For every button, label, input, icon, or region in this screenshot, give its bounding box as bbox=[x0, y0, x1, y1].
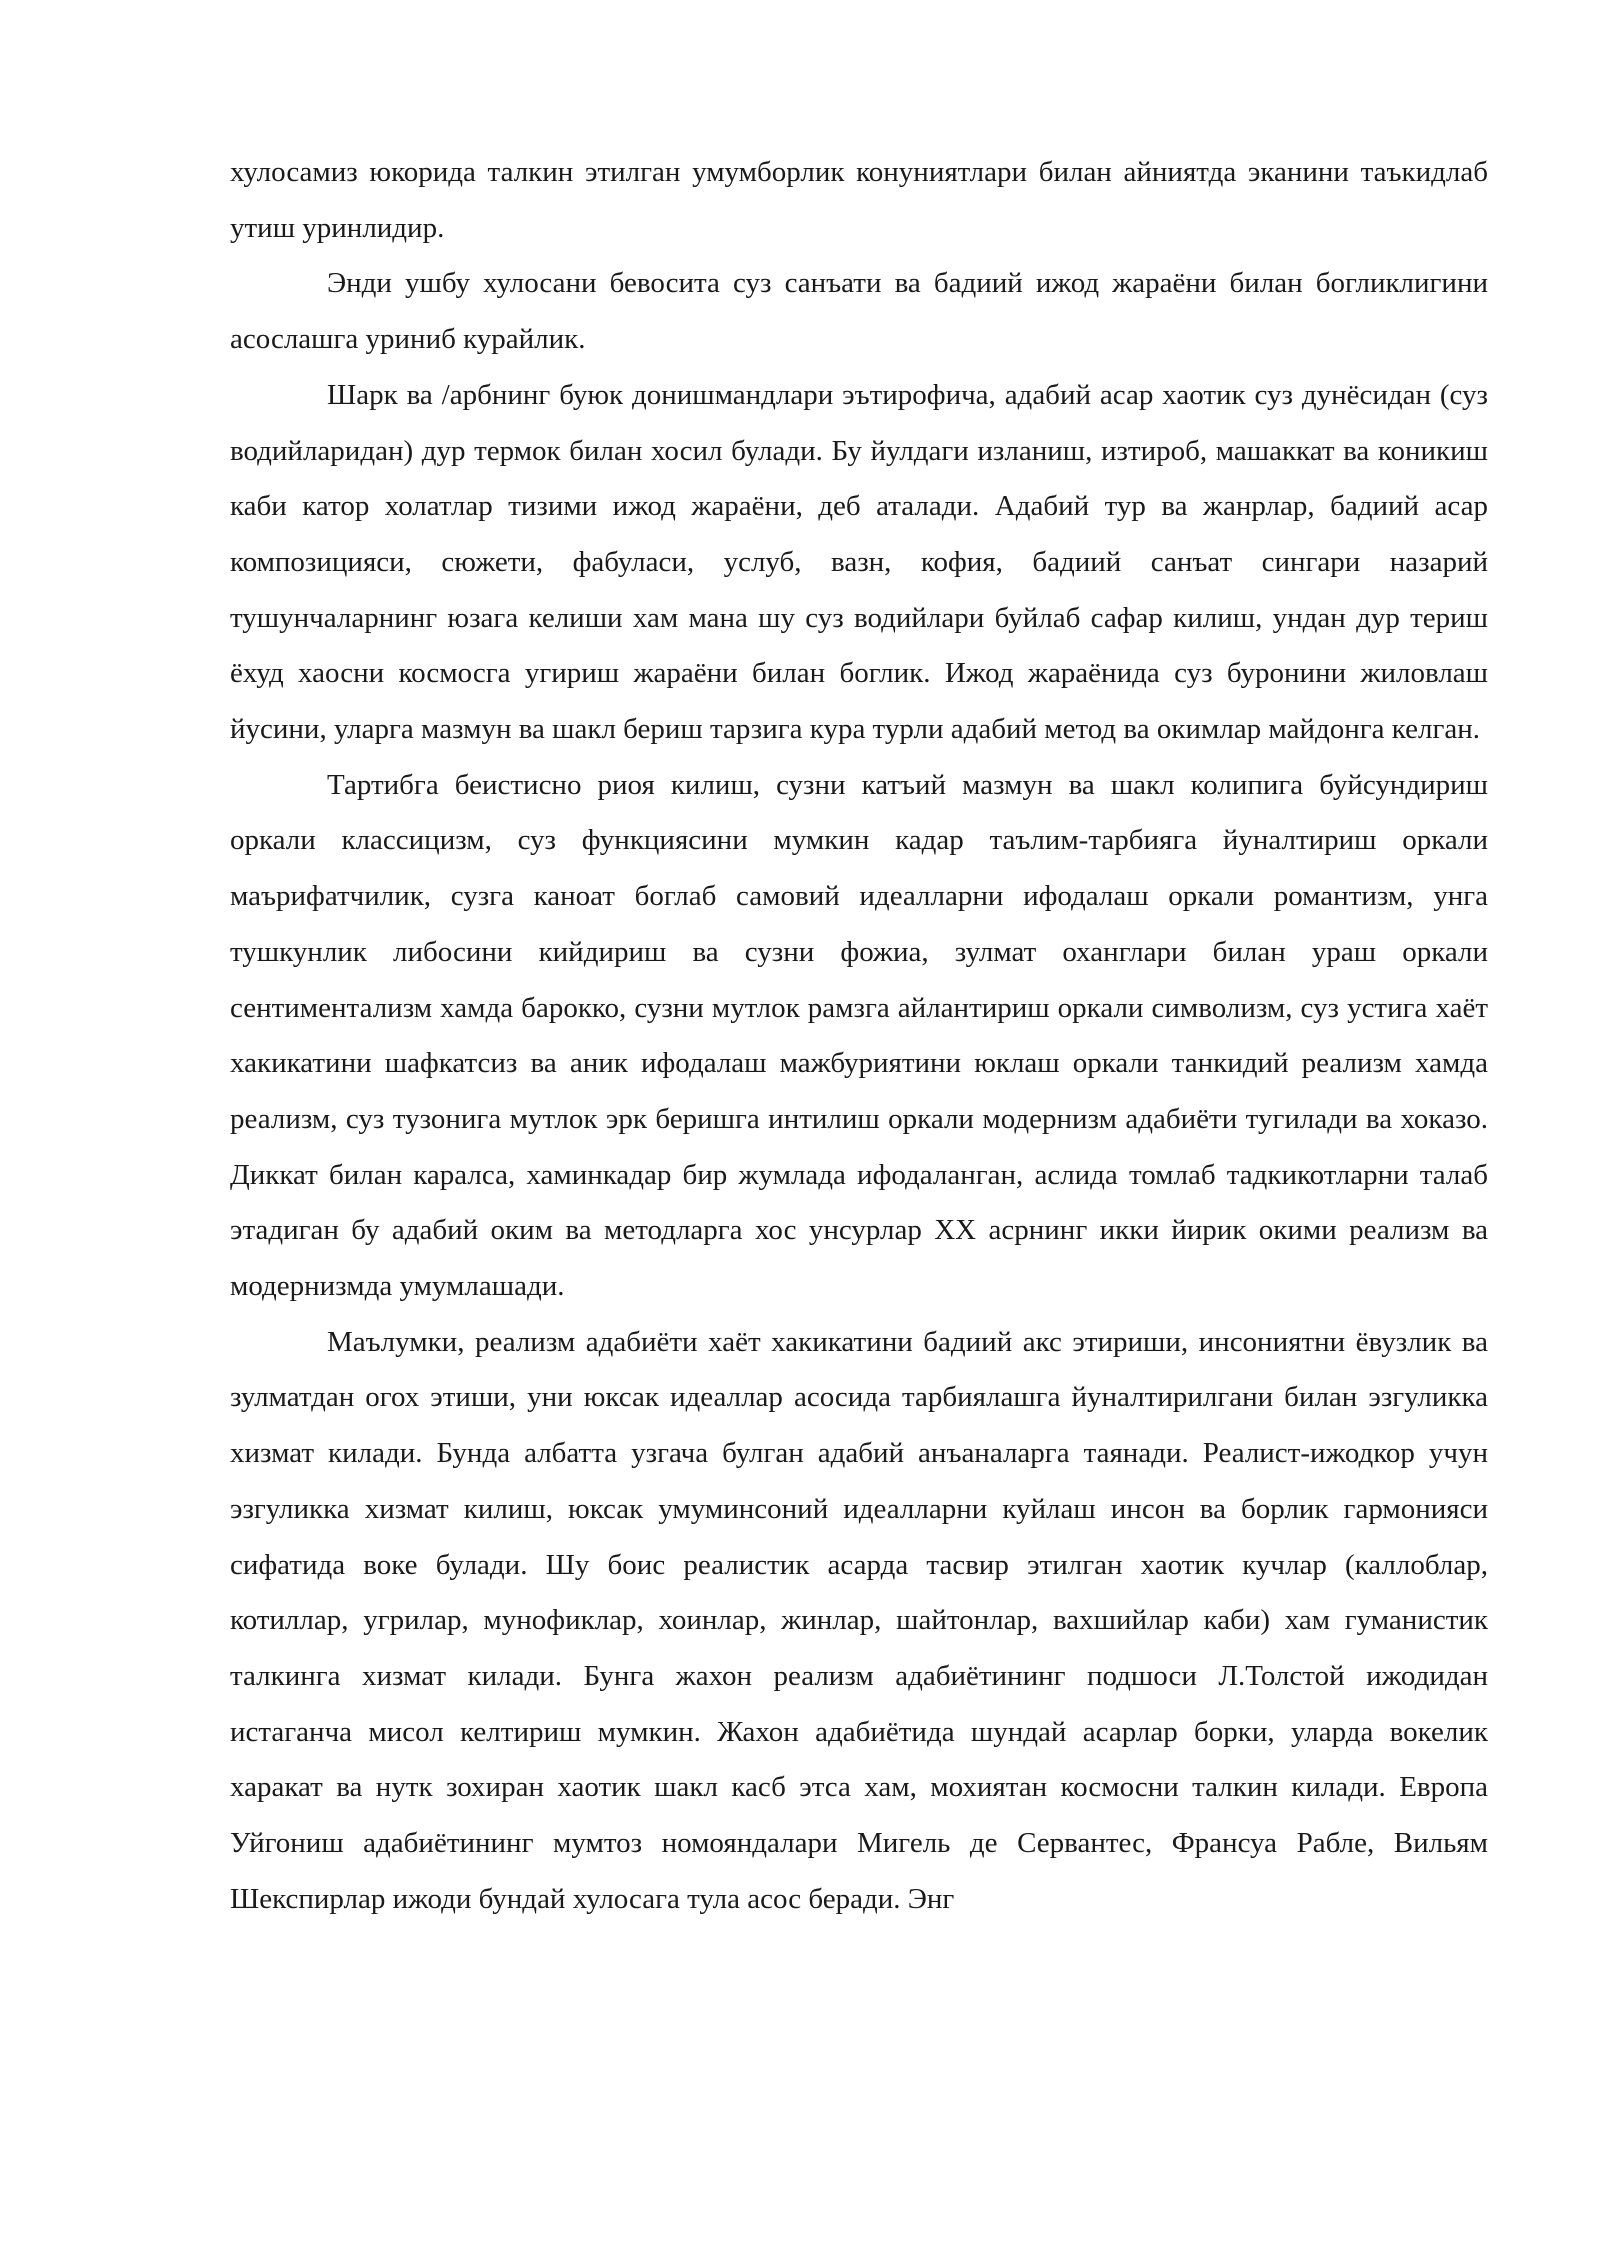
paragraph-1: хулосамиз юкорида талкин этилган умумборлик конуниятлари билан айниятда эканини таъкидлаб утиш уринлидир. bbox=[230, 156, 1488, 244]
paragraph-4: Тартибга беистисно риоя килиш, сузни катъий мазмун ва шакл колипига буйсундириш оркали классицизм, суз функциясини мумкин кадар таълим-тарбияга йуналтириш оркали маърифатчилик, сузга каноат боглаб самовий идеалларни ифодалаш оркали романтизм, унга тушкунлик либосини кийдириш ва сузни фожиа, зулмат оханглари билан ураш оркали сентиментализм хамда барокко, сузни мутлок рамзга айлантириш оркали символизм, суз устига хаёт хакикатини шафкатсиз ва аник ифодалаш мажбуриятини юклаш оркали танкидий реализм хамда реализм, суз тузонига мутлок эрк беришга интилиш оркали модернизм адабиёти тугилади ва хоказо. Диккат билан каралса, хаминкадар бир жумлада ифодаланган, аслида томлаб тадкикотларни талаб этадиган бу адабий оким ва методларга хос унсурлар XX асрнинг икки йирик окими реализм ва модернизмда умумлашади. bbox=[230, 768, 1488, 1303]
paragraph-3: Шарк ва /арбнинг буюк донишмандлари эътирофича, адабий асар хаотик суз дунёсидан (суз водийларидан) дур термок билан хосил булади. Бу йулдаги изланиш, изтироб, машаккат ва коникиш каби катор холатлар тизими ижод жараёни, деб аталади. Адабий тур ва жанрлар, бадиий асар композицияси, сюжети, фабуласи, услуб, вазн, кофия, бадиий санъат сингари назарий тушунчаларнинг юзага келиши хам мана шу суз водийлари буйлаб сафар килиш, ундан дур териш ёхуд хаосни космосга угириш жараёни билан боглик. Ижод жараёнида суз буронини жиловлаш йусини, уларга мазмун ва шакл бериш тарзига кура турли адабий метод ва окимлар майдонга келган. bbox=[230, 378, 1488, 746]
paragraph-5: Маълумки, реализм адабиёти хаёт хакикатини бадиий акс этириши, инсониятни ёвузлик ва зулматдан огох этиши, уни юксак идеаллар асосида тарбиялашга йуналтирилгани билан эзгуликка хизмат килади. Бунда албатта узгача булган адабий анъаналарга таянади. Реалист-ижодкор учун эзгуликка хизмат килиш, юксак умуминсоний идеалларни куйлаш инсон ва борлик гармонияси сифатида воке булади. Шу боис реалистик асарда тасвир этилган хаотик кучлар (каллоблар, котиллар, угрилар, мунофиклар, хоинлар, жинлар, шайтонлар, вахшийлар каби) хам гуманистик талкинга хизмат килади. Бунга жахон реализм адабиётининг подшоси Л.Толстой ижодидан истаганча мисол келтириш мумкин. Жахон адабиётида шундай асарлар борки, уларда вокелик харакат ва нутк зохиран хаотик шакл касб этса хам, мохиятан космосни талкин килади. Европа Уйгониш адабиётининг мумтоз номояндалари Мигель де Сервантес, Франсуа Рабле, Вильям Шекспирлар ижоди бундай хулосага тула асос беради. Энг bbox=[230, 1325, 1488, 1915]
paragraph-2: Энди ушбу хулосани бевосита суз санъати ва бадиий ижод жараёни билан богликлигини асослашга уриниб курайлик. bbox=[230, 267, 1488, 356]
document-page bbox=[230, 145, 1488, 1928]
